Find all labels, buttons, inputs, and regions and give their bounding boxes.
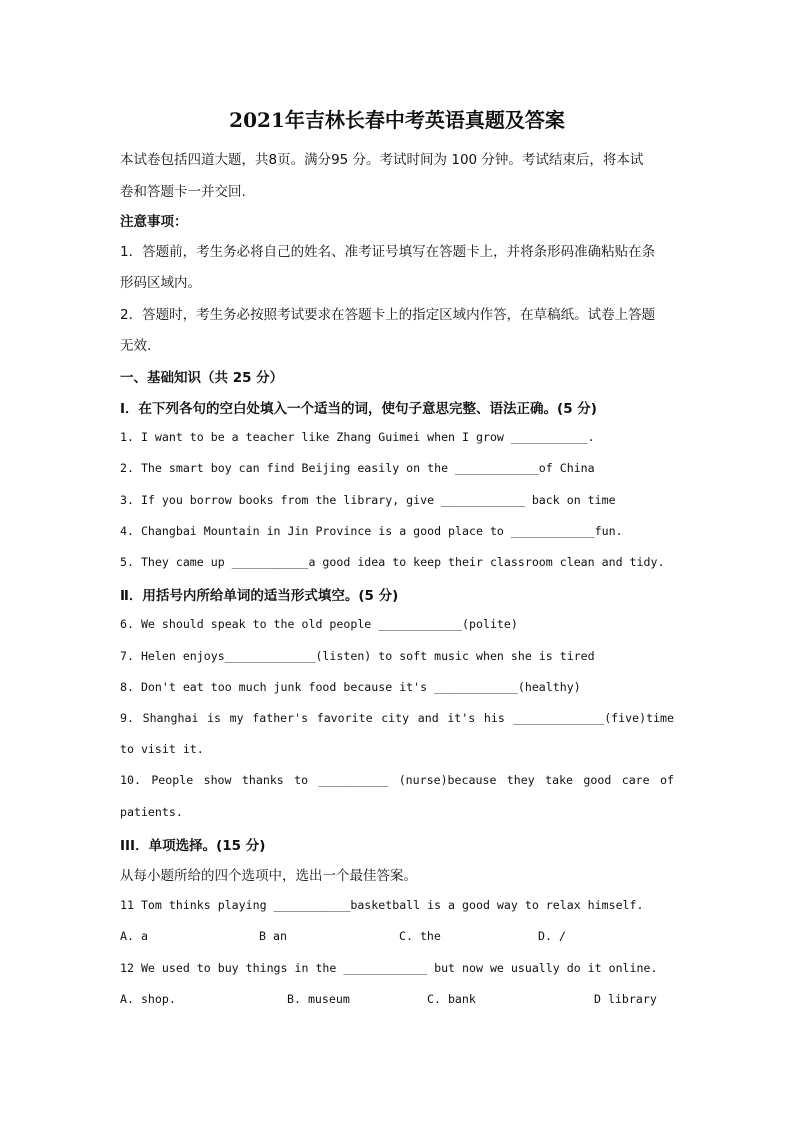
question-10-line-2: patients.	[120, 805, 183, 819]
q11-option-b: B an	[259, 929, 287, 943]
intro-line-1: 本试卷包括四道大题，共8页。满分95 分。考试时间为 100 分钟。考试结束后，将本试	[120, 152, 644, 168]
page-title: 2021年吉林长春中考英语真题及答案	[229, 108, 565, 132]
question-10-line-1: 10. People show thanks to __________ (nurse)because they take good care of	[120, 773, 674, 787]
notice-line-4: 无效.	[120, 338, 152, 354]
notice-line-3: 2．答题时，考生务必按照考试要求在答题卡上的指定区域内作答，在草稿纸。试卷上答题	[120, 307, 656, 323]
q11-option-a: A. a	[120, 929, 148, 943]
question-6: 6. We should speak to the old people ____________(polite)	[120, 617, 518, 631]
section2-heading: Ⅱ．用括号内所给单词的适当形式填空。(5 分)	[120, 588, 399, 604]
q12-option-a: A. shop.	[120, 992, 176, 1006]
question-9-line-2: to visit it.	[120, 742, 204, 756]
question-2: 2. The smart boy can find Beijing easily on the ____________of China	[120, 461, 595, 475]
question-1: 1. I want to be a teacher like Zhang Guimei when I grow ___________.	[120, 430, 595, 444]
question-4: 4. Changbai Mountain in Jin Province is a good place to ____________fun.	[120, 524, 623, 538]
question-3: 3. If you borrow books from the library, give ____________ back on time	[120, 493, 616, 507]
intro-line-2: 卷和答题卡一并交回.	[120, 184, 246, 200]
q12-option-c: C. bank	[427, 992, 476, 1006]
question-8: 8. Don't eat too much junk food because it's ____________(healthy)	[120, 680, 581, 694]
q12-option-d: D library	[594, 992, 657, 1006]
question-11: 11 Tom thinks playing ___________basketball is a good way to relax himself.	[120, 898, 644, 912]
section3-heading: III．单项选择。(15 分)	[120, 838, 266, 854]
q12-option-b: B. museum	[287, 992, 350, 1006]
question-12: 12 We used to buy things in the ____________ but now we usually do it online.	[120, 961, 658, 975]
part1-heading: 一、基础知识（共 25 分）	[120, 370, 284, 386]
q11-option-c: C. the	[399, 929, 441, 943]
notice-line-1: 1．答题前，考生务必将自己的姓名、准考证号填写在答题卡上，并将条形码准确粘贴在条	[120, 244, 656, 260]
section1-heading: I．在下列各句的空白处填入一个适当的词，使句子意思完整、语法正确。(5 分)	[120, 401, 597, 417]
question-7: 7. Helen enjoys_____________(listen) to soft music when she is tired	[120, 649, 595, 663]
notice-line-2: 形码区域内。	[120, 275, 201, 291]
section3-instruction: 从每小题所给的四个选项中，选出一个最佳答案。	[120, 868, 417, 884]
q11-option-d: D. /	[538, 929, 566, 943]
notice-heading: 注意事项：	[120, 214, 188, 230]
question-5: 5. They came up ___________a good idea to keep their classroom clean and tidy.	[120, 555, 665, 569]
question-9-line-1: 9. Shanghai is my father's favorite city and it's his _____________(five)time	[120, 711, 674, 725]
